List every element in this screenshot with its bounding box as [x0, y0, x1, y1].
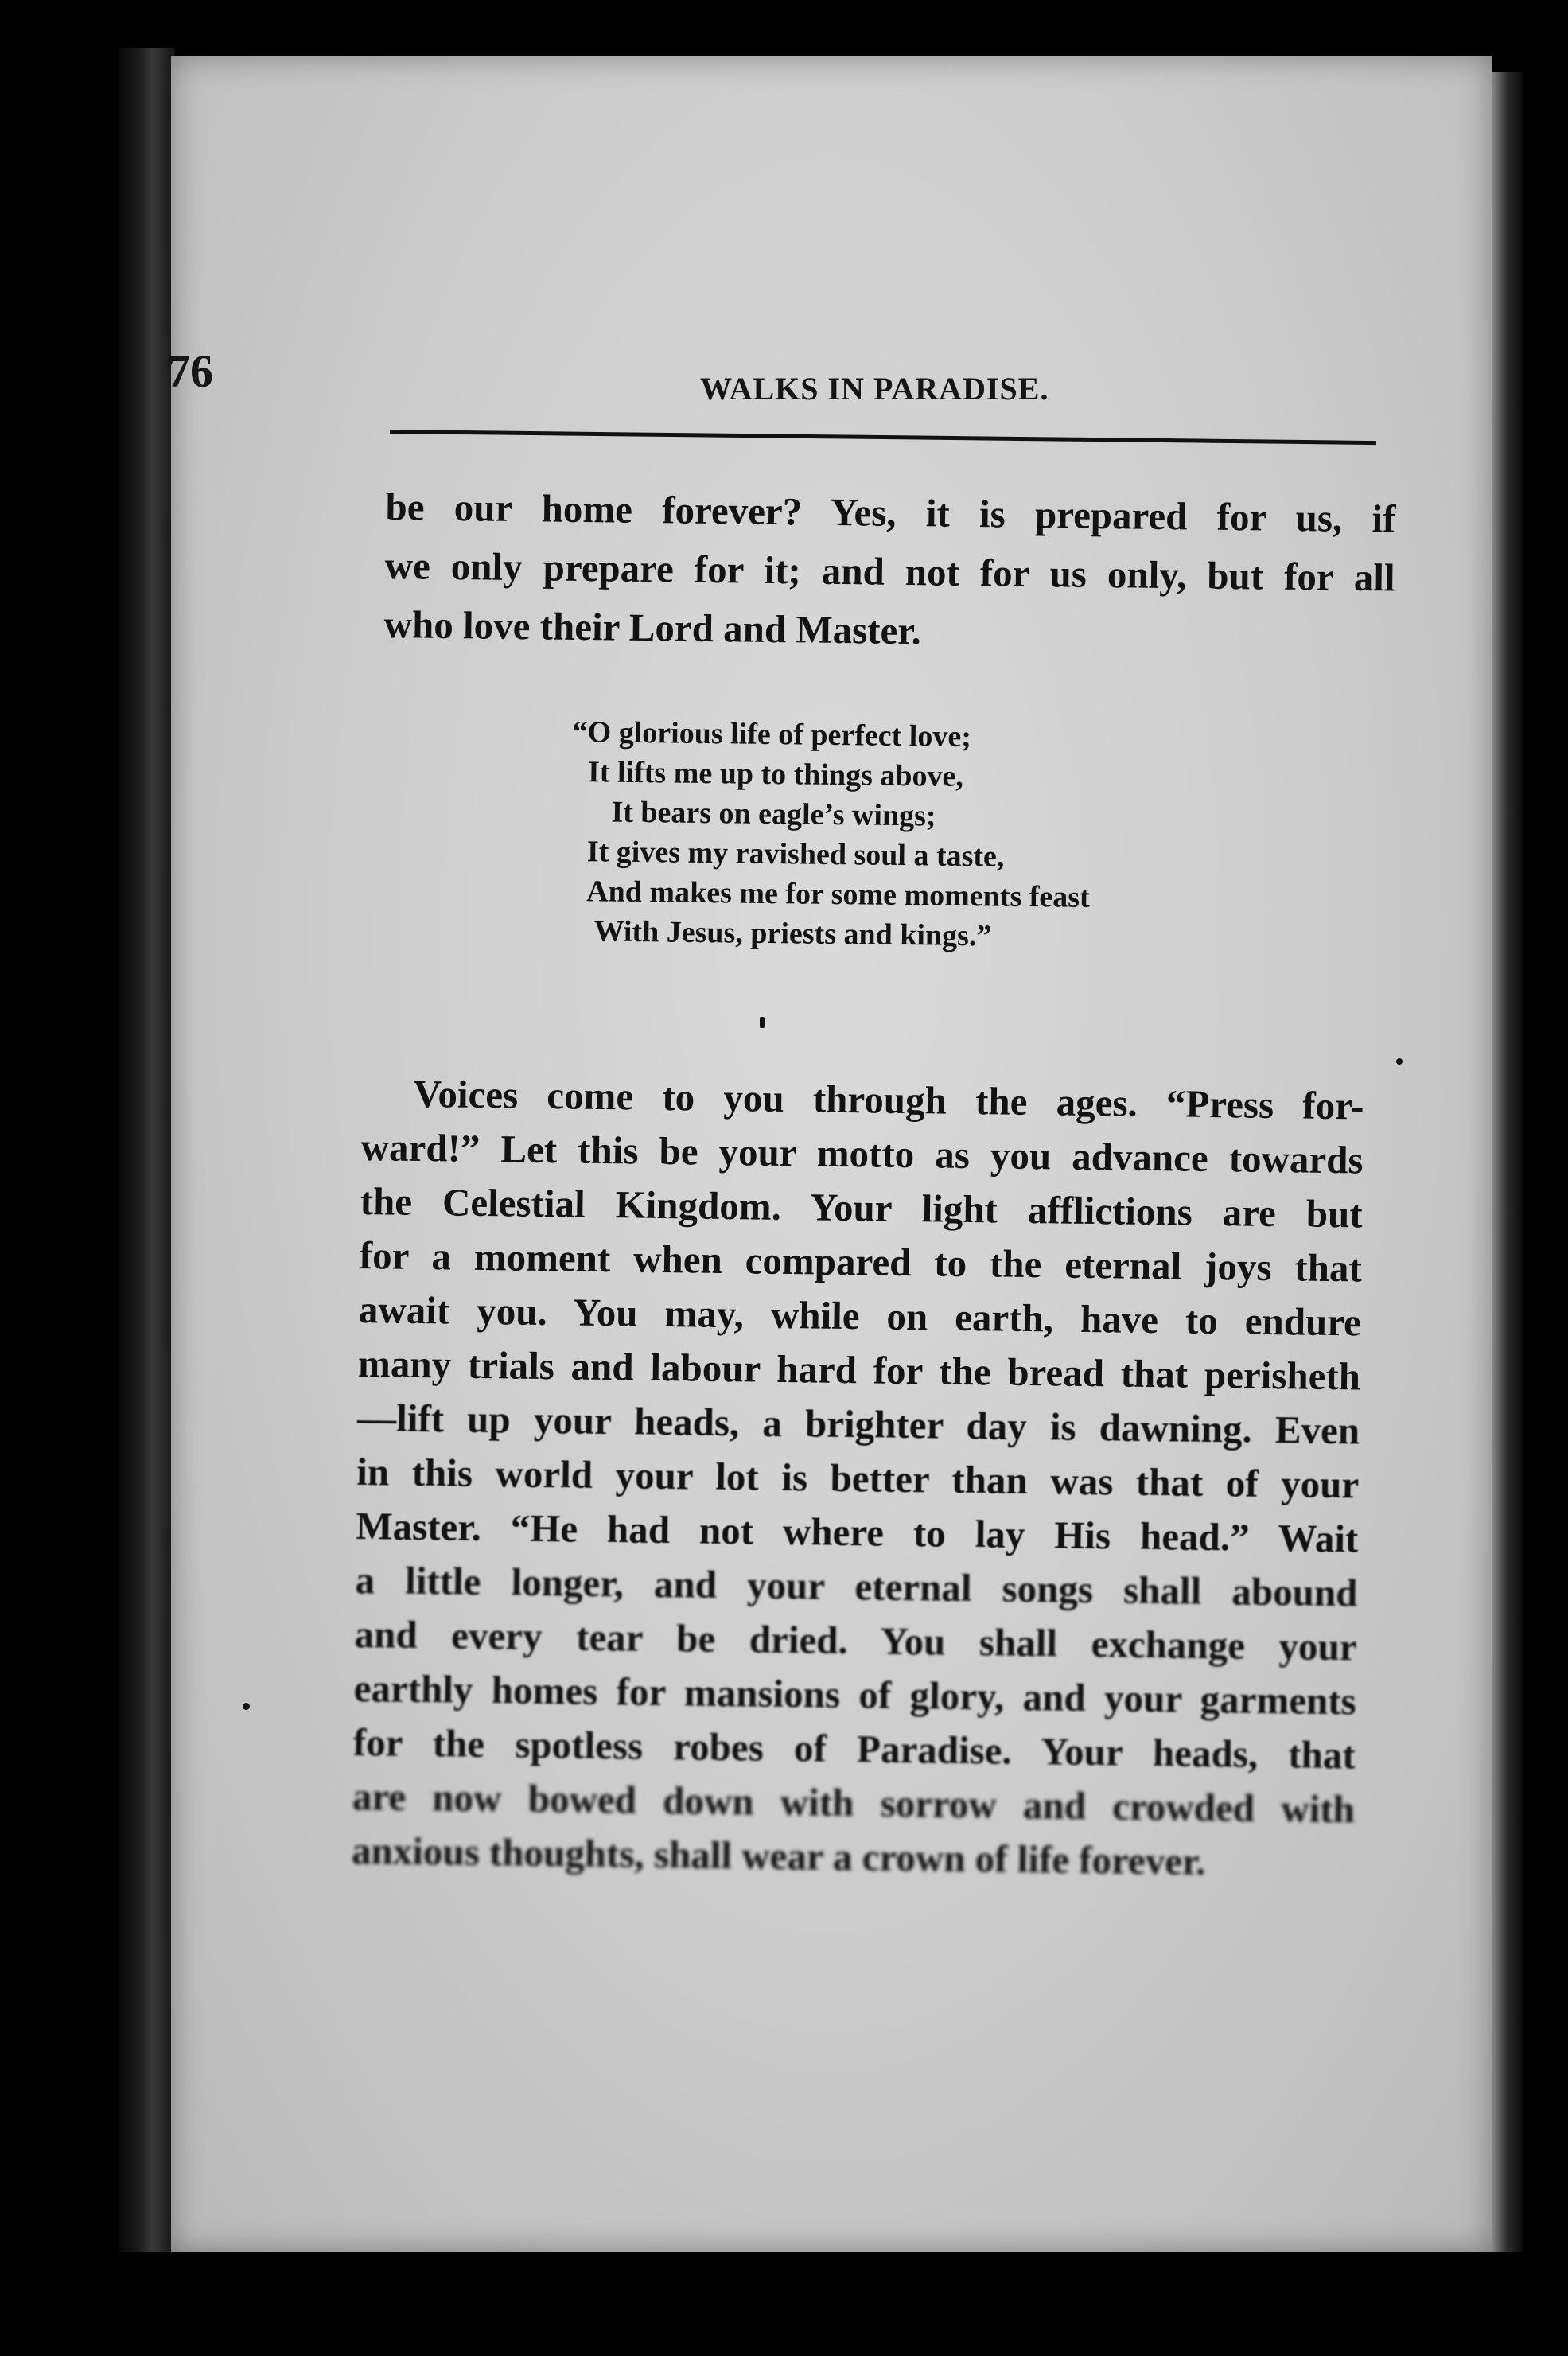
- ink-speck: [243, 1703, 250, 1710]
- poem-line: It lifts me up to things above,: [587, 755, 964, 794]
- page-edge: [1492, 72, 1523, 2252]
- text-line: many trials and labour hard for the bread that perisheth: [357, 1341, 1361, 1399]
- text-line: be our home forever? Yes, it is prepared for us, if: [385, 484, 1396, 541]
- text-line: are now bowed down with sorrow and crowded with: [352, 1774, 1356, 1832]
- poem-line: “O glorious life of perfect love;: [572, 715, 972, 754]
- running-head-title: WALKS IN PARADISE.: [700, 371, 1049, 407]
- text-line: for the spotless robes of Paradise. Your heads, that: [352, 1719, 1356, 1778]
- poem-line: It bears on eagle’s wings;: [611, 795, 936, 833]
- poem-line: With Jesus, priests and kings.”: [593, 914, 992, 953]
- page-number: 76: [167, 345, 213, 397]
- text-line: a little longer, and your eternal songs shall abound: [355, 1557, 1358, 1615]
- text-line: ward!” Let this be your motto as you advance towards: [360, 1124, 1364, 1182]
- text-line: the Celestial Kingdom. Your light afflictions are but: [360, 1178, 1364, 1236]
- text-line: earthly homes for mansions of glory, and your garments: [353, 1665, 1357, 1723]
- text-line: in this world your lot is better than was that of your: [356, 1449, 1360, 1507]
- text-line: and every tear be dried. You shall exchange your: [354, 1611, 1357, 1669]
- text-line: who love their Lord and Master.: [383, 602, 922, 653]
- paragraph-top: [383, 477, 1396, 666]
- text-line: anxious thoughts, shall wear a crown of life forever.: [351, 1828, 1206, 1883]
- text-line: for a moment when compared to the eternal joys that: [359, 1233, 1363, 1291]
- text-line: await you. You may, while on earth, have to endure: [358, 1287, 1362, 1345]
- text-line: —lift up your heads, a brighter day is dawning. Even: [356, 1395, 1360, 1453]
- ink-speck: [1396, 1058, 1403, 1065]
- poem-stanza: [570, 712, 1225, 959]
- paragraph-main: [352, 1066, 1364, 1891]
- ink-speck: [760, 1017, 765, 1028]
- poem-line: It gives my ravished soul a taste,: [586, 835, 1005, 874]
- text-line: Voices come to you through the ages. “Press for-: [413, 1071, 1364, 1128]
- text-line: we only prepare for it; and not for us only, but for all: [384, 543, 1395, 600]
- poem-line: And makes me for some moments feast: [586, 874, 1090, 914]
- text-line: Master. “He had not where to lay His head.” Wait: [356, 1503, 1359, 1561]
